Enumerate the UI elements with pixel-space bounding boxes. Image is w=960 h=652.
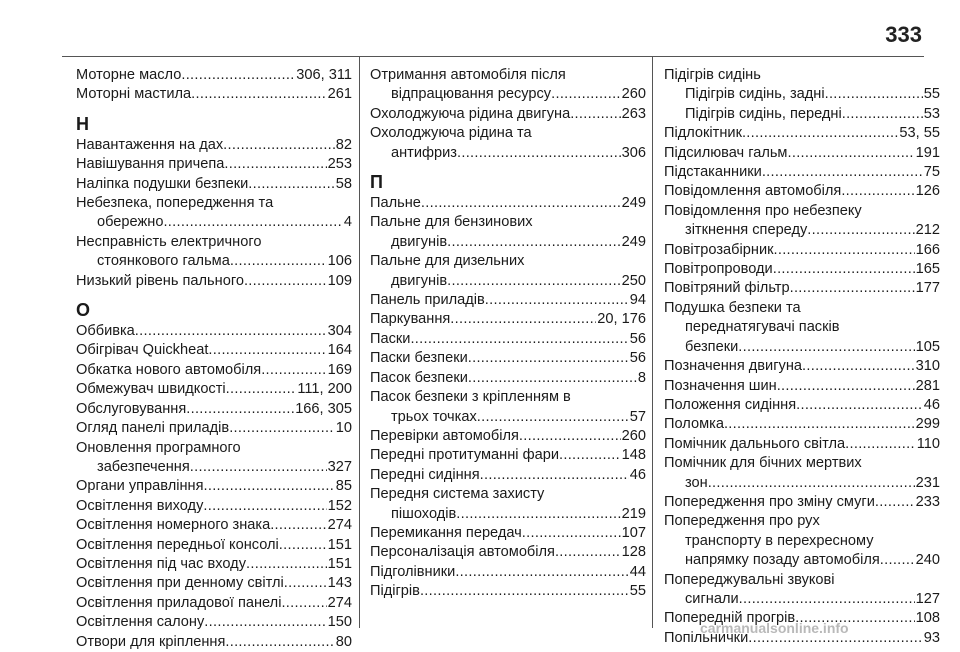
- index-term: відпрацювання ресурсу: [391, 86, 552, 103]
- page-reference: 56: [629, 330, 646, 347]
- index-term: Попередження про зміну смуги: [664, 493, 875, 510]
- index-entry: [664, 512, 940, 570]
- dot-leader: [708, 474, 915, 493]
- index-term: забезпечення: [97, 458, 190, 475]
- index-term: Подушка безпеки та: [664, 299, 801, 316]
- index-term: Пальне для бензинових: [370, 214, 533, 231]
- dot-leader: [421, 194, 621, 213]
- page-reference: 164: [327, 342, 352, 359]
- index-term: Перемикання передач: [370, 524, 522, 541]
- dot-leader: [880, 551, 915, 570]
- page-reference: 46: [629, 466, 646, 483]
- index-term: стоянкового гальма: [97, 253, 230, 270]
- dot-leader: [447, 233, 621, 252]
- index-term: Помічник дальнього світла: [664, 435, 846, 452]
- index-entry: [76, 194, 352, 233]
- dot-leader: [773, 241, 914, 260]
- index-term: Навішування причепа: [76, 156, 225, 173]
- dot-leader: [248, 175, 335, 194]
- page-reference: 306: [621, 144, 646, 161]
- page-reference: 20, 176: [597, 311, 646, 328]
- dot-leader: [191, 85, 327, 104]
- index-entry: [664, 357, 940, 376]
- dot-leader: [787, 144, 914, 163]
- index-entry: [370, 446, 646, 465]
- dot-leader: [457, 144, 621, 163]
- index-entry: [76, 341, 352, 360]
- index-entry: [76, 85, 352, 104]
- index-entry: [76, 613, 352, 632]
- index-term: транспорту в перехресному: [685, 532, 874, 549]
- index-term: Охолоджуюча рідина двигуна: [370, 105, 571, 122]
- index-term: Підсилювач гальм: [664, 144, 788, 161]
- index-term: Паски: [370, 330, 411, 347]
- index-entry: [76, 477, 352, 496]
- index-entry: [664, 299, 940, 357]
- index-term: Освітлення салону: [76, 614, 205, 631]
- page-reference: 240: [915, 552, 940, 569]
- dot-leader: [555, 543, 621, 562]
- index-entry: [76, 633, 352, 652]
- dot-leader: [203, 497, 326, 516]
- dot-leader: [208, 341, 326, 360]
- index-column-3: [664, 66, 940, 648]
- index-entry: [664, 571, 940, 610]
- page-reference: 57: [629, 408, 646, 425]
- index-term: Попереджувальні звукові: [664, 571, 835, 588]
- page-reference: 150: [327, 614, 352, 631]
- index-term: Підігрів сидінь, передні: [685, 105, 842, 122]
- index-entry: [664, 144, 940, 163]
- index-term: Підголівники: [370, 563, 456, 580]
- dot-leader: [186, 400, 294, 419]
- index-term: Небезпека, попередження та: [76, 195, 274, 212]
- page-reference: 299: [915, 416, 940, 433]
- page-reference: 151: [327, 555, 352, 572]
- dot-leader: [203, 477, 334, 496]
- index-entry: [370, 388, 646, 427]
- index-term: Пальне: [370, 195, 421, 212]
- index-term: сигнали: [685, 590, 739, 607]
- dot-leader: [456, 505, 620, 524]
- index-entry: [370, 543, 646, 562]
- index-entry: [370, 66, 646, 105]
- index-term: Освітлення при денному світлі: [76, 575, 284, 592]
- page-reference: 127: [915, 590, 940, 607]
- page-reference: 128: [621, 544, 646, 561]
- dot-leader: [807, 221, 914, 240]
- index-term: Несправність електричного: [76, 233, 262, 250]
- page-reference: 110: [916, 435, 940, 452]
- index-entry: [370, 582, 646, 601]
- index-term: зіткнення спереду: [685, 222, 808, 239]
- index-entry: [664, 241, 940, 260]
- watermark: carmanualsonline.info: [700, 620, 849, 636]
- index-term: Огляд панелі приладів: [76, 420, 230, 437]
- page-reference: 327: [327, 458, 352, 475]
- dot-leader: [773, 260, 915, 279]
- index-term: Навантаження на дах: [76, 136, 224, 153]
- index-term: Паркування: [370, 311, 451, 328]
- index-entry: [76, 361, 352, 380]
- index-term: Пасок безпеки: [370, 369, 468, 386]
- index-term: Обкатка нового автомобіля: [76, 361, 262, 378]
- index-term: Передні сидіння: [370, 466, 480, 483]
- index-term: Перевірки автомобіля: [370, 427, 519, 444]
- page-reference: 249: [621, 233, 646, 250]
- index-entry: [664, 279, 940, 298]
- index-entry: [664, 493, 940, 512]
- dot-leader: [450, 310, 596, 329]
- index-entry: [370, 291, 646, 310]
- index-entry: [76, 497, 352, 516]
- index-term: Панель приладів: [370, 292, 485, 309]
- page-reference: 219: [621, 505, 646, 522]
- dot-leader: [739, 590, 915, 609]
- dot-leader: [226, 380, 297, 399]
- dot-leader: [825, 85, 923, 104]
- dot-leader: [410, 330, 628, 349]
- index-term: безпеки: [685, 338, 739, 355]
- index-entry: [664, 85, 940, 104]
- page-reference: 177: [915, 280, 940, 297]
- index-entry: [370, 427, 646, 446]
- index-entry: [664, 260, 940, 279]
- dot-leader: [135, 322, 327, 341]
- dot-leader: [468, 369, 637, 388]
- index-entry: [664, 163, 940, 182]
- index-entry: [370, 194, 646, 213]
- page-reference: 107: [621, 524, 646, 541]
- page-reference: 10: [335, 420, 352, 437]
- dot-leader: [802, 357, 915, 376]
- dot-leader: [270, 516, 326, 535]
- page-reference: 249: [621, 195, 646, 212]
- index-term: Обслуговування: [76, 400, 187, 417]
- page-reference: 263: [621, 105, 646, 122]
- dot-leader: [204, 613, 326, 632]
- index-entry: [370, 330, 646, 349]
- page-reference: 233: [915, 493, 940, 510]
- index-column-2: [370, 66, 646, 602]
- dot-leader: [522, 524, 621, 543]
- dot-leader: [841, 182, 914, 201]
- index-term: Підігрів: [370, 583, 420, 600]
- dot-leader: [777, 377, 915, 396]
- index-term: Отримання автомобіля після: [370, 67, 566, 83]
- page-reference: 169: [327, 361, 352, 378]
- page-reference: 80: [335, 633, 352, 650]
- index-term: двигунів: [391, 272, 448, 289]
- page-reference: 105: [915, 338, 940, 355]
- index-entry: [76, 272, 352, 291]
- page-reference: 106: [327, 253, 352, 270]
- index-entry: [664, 202, 940, 241]
- index-entry: [76, 594, 352, 613]
- index-term: Положення сидіння: [664, 396, 797, 413]
- dot-leader: [190, 458, 327, 477]
- index-entry: [370, 485, 646, 524]
- dot-leader: [559, 446, 621, 465]
- page-reference: 304: [327, 323, 352, 340]
- dot-leader: [279, 536, 327, 555]
- dot-leader: [225, 633, 334, 652]
- dot-leader: [230, 252, 327, 271]
- index-entry: [370, 213, 646, 252]
- dot-leader: [455, 563, 628, 582]
- page-reference: 260: [621, 86, 646, 103]
- index-entry: [76, 536, 352, 555]
- dot-leader: [261, 361, 326, 380]
- page-reference: 8: [637, 369, 646, 386]
- index-entry: [76, 419, 352, 438]
- page-reference: 4: [343, 214, 352, 231]
- index-entry: [664, 454, 940, 493]
- page-reference: 46: [923, 396, 940, 413]
- index-entry: [370, 369, 646, 388]
- index-term: Освітлення виходу: [76, 497, 204, 514]
- page-reference: 56: [629, 350, 646, 367]
- dot-leader: [281, 594, 326, 613]
- index-term: Обігрівач Quickheat: [76, 342, 209, 359]
- index-entry: [370, 563, 646, 582]
- index-term: Оббивка: [76, 323, 135, 340]
- dot-leader: [845, 435, 916, 454]
- index-term: Попільнички: [664, 629, 749, 646]
- dot-leader: [724, 415, 915, 434]
- index-letter-heading: Н: [76, 113, 89, 134]
- dot-leader: [229, 419, 335, 438]
- index-term: Підігрів сидінь, задні: [685, 86, 825, 103]
- index-entry: [370, 124, 646, 163]
- dot-leader: [223, 136, 335, 155]
- page-reference: 281: [915, 377, 940, 394]
- index-term: Повітряний фільтр: [664, 280, 790, 297]
- index-term: трьох точках: [391, 408, 477, 425]
- dot-leader: [477, 408, 629, 427]
- page-reference: 53: [923, 105, 940, 122]
- index-term: Позначення шин: [664, 377, 777, 394]
- page-reference: 53, 55: [899, 125, 940, 142]
- index-entry: [664, 415, 940, 434]
- index-term: Охолоджуюча рідина та: [370, 125, 532, 142]
- page-number: 333: [885, 22, 922, 47]
- header-rule: [62, 56, 924, 57]
- index-term: Повітрозабірник: [664, 241, 774, 258]
- index-entry: [664, 105, 940, 124]
- index-term: Обмежувач швидкості: [76, 381, 226, 398]
- index-term: Паски безпеки: [370, 350, 468, 367]
- index-entry: [370, 310, 646, 329]
- column-divider: [359, 56, 360, 628]
- page-reference: 109: [327, 272, 352, 289]
- index-entry: [664, 66, 940, 85]
- page-reference: 166: [915, 241, 940, 258]
- index-entry: [76, 400, 352, 419]
- index-term: пішоходів: [391, 505, 457, 522]
- page-reference: 143: [327, 575, 352, 592]
- page-reference: 306, 311: [296, 67, 352, 83]
- dot-leader: [485, 291, 629, 310]
- dot-leader: [519, 427, 621, 446]
- page-reference: 253: [327, 156, 352, 173]
- page-reference: 58: [335, 175, 352, 192]
- page-reference: 55: [923, 86, 940, 103]
- page-reference: 250: [621, 272, 646, 289]
- index-term: Підігрів сидінь: [664, 67, 761, 83]
- index-term: Отвори для кріплення: [76, 633, 226, 650]
- page-reference: 108: [915, 610, 940, 627]
- index-letter-heading: П: [370, 172, 383, 193]
- page-reference: 82: [335, 136, 352, 153]
- index-entry: [76, 516, 352, 535]
- index-term: Моторне масло: [76, 67, 182, 83]
- index-term: двигунів: [391, 233, 448, 250]
- index-term: Попередження про рух: [664, 513, 820, 530]
- index-entry: [76, 233, 352, 272]
- index-term: обережно: [97, 214, 164, 231]
- index-term: Повідомлення про небезпеку: [664, 202, 862, 219]
- dot-leader: [738, 338, 914, 357]
- index-entry: [76, 555, 352, 574]
- index-term: Повідомлення автомобіля: [664, 183, 842, 200]
- index-entry: [76, 66, 352, 85]
- page-reference: 85: [335, 478, 352, 495]
- page-reference: 151: [327, 536, 352, 553]
- index-term: Передня система захисту: [370, 486, 545, 503]
- page-reference: 260: [621, 427, 646, 444]
- index-entry: [664, 396, 940, 415]
- index-term: зон: [685, 474, 708, 491]
- dot-leader: [762, 163, 923, 182]
- index-term: антифриз: [391, 144, 457, 161]
- page-reference: 44: [629, 563, 646, 580]
- index-term: Позначення двигуна: [664, 358, 802, 375]
- dot-leader: [875, 493, 915, 512]
- index-entry: [76, 322, 352, 341]
- dot-leader: [570, 105, 620, 124]
- index-term: Моторні мастила: [76, 86, 192, 103]
- index-entry: [664, 124, 940, 143]
- index-term: Освітлення приладової панелі: [76, 594, 282, 611]
- index-term: Помічник для бічних мертвих: [664, 455, 862, 472]
- dot-leader: [224, 155, 326, 174]
- page-reference: 166, 305: [295, 400, 352, 417]
- index-entry: [664, 182, 940, 201]
- dot-leader: [742, 124, 898, 143]
- page-reference: 148: [621, 447, 646, 464]
- page-reference: 55: [629, 583, 646, 600]
- page-reference: 152: [327, 497, 352, 514]
- dot-leader: [551, 85, 621, 104]
- index-entry: [76, 175, 352, 194]
- index-entry: [370, 252, 646, 291]
- page-reference: 111, 200: [297, 381, 352, 398]
- page-reference: 274: [327, 594, 352, 611]
- index-term: Поломка: [664, 416, 724, 433]
- index-term: переднатягувачі пасків: [685, 319, 840, 336]
- dot-leader: [420, 582, 629, 601]
- dot-leader: [790, 279, 915, 298]
- index-term: Пальне для дизельних: [370, 253, 525, 270]
- page-reference: 274: [327, 517, 352, 534]
- index-term: Персоналізація автомобіля: [370, 544, 555, 561]
- index-entry: [370, 105, 646, 124]
- index-column-1: [76, 66, 352, 652]
- dot-leader: [246, 555, 327, 574]
- page-reference: 165: [915, 261, 940, 278]
- index-term: Наліпка подушки безпеки: [76, 175, 249, 192]
- index-term: Оновлення програмного: [76, 439, 241, 456]
- page-reference: 94: [629, 292, 646, 309]
- dot-leader: [244, 272, 327, 291]
- page-reference: 231: [915, 474, 940, 491]
- dot-leader: [796, 396, 923, 415]
- index-entry: [76, 380, 352, 399]
- index-term: Попередній прогрів: [664, 610, 796, 627]
- page-reference: 261: [327, 86, 352, 103]
- index-term: Освітлення під час входу: [76, 555, 246, 572]
- dot-leader: [284, 574, 327, 593]
- index-term: Підстаканники: [664, 164, 762, 181]
- index-entry: [76, 155, 352, 174]
- dot-leader: [468, 349, 629, 368]
- dot-leader: [181, 66, 295, 85]
- dot-leader: [842, 105, 923, 124]
- index-term: Передні протитуманні фари: [370, 447, 559, 464]
- dot-leader: [163, 213, 342, 232]
- index-term: Освітлення передньої консолі: [76, 536, 279, 553]
- page-reference: 126: [915, 183, 940, 200]
- page-reference: 310: [915, 358, 940, 375]
- index-entry: [664, 377, 940, 396]
- column-divider: [652, 56, 653, 628]
- page-reference: 191: [915, 144, 940, 161]
- index-entry: [76, 439, 352, 478]
- index-term: Освітлення номерного знака: [76, 517, 271, 534]
- index-entry: [76, 136, 352, 155]
- page-reference: 93: [923, 629, 940, 646]
- page-reference: 75: [923, 164, 940, 181]
- index-letter-heading: О: [76, 300, 91, 321]
- dot-leader: [480, 466, 629, 485]
- index-entry: [76, 574, 352, 593]
- index-term: Повітропроводи: [664, 261, 773, 278]
- index-term: Підлокітник: [664, 125, 742, 142]
- index-term: напрямку позаду автомобіля: [685, 552, 880, 569]
- index-term: Органи управління: [76, 478, 204, 495]
- index-entry: [370, 466, 646, 485]
- index-term: Пасок безпеки з кріпленням в: [370, 389, 571, 406]
- dot-leader: [447, 272, 621, 291]
- page-reference: 212: [915, 222, 940, 239]
- index-term: Низький рівень пального: [76, 272, 244, 289]
- index-entry: [664, 435, 940, 454]
- index-entry: [370, 349, 646, 368]
- index-entry: [370, 524, 646, 543]
